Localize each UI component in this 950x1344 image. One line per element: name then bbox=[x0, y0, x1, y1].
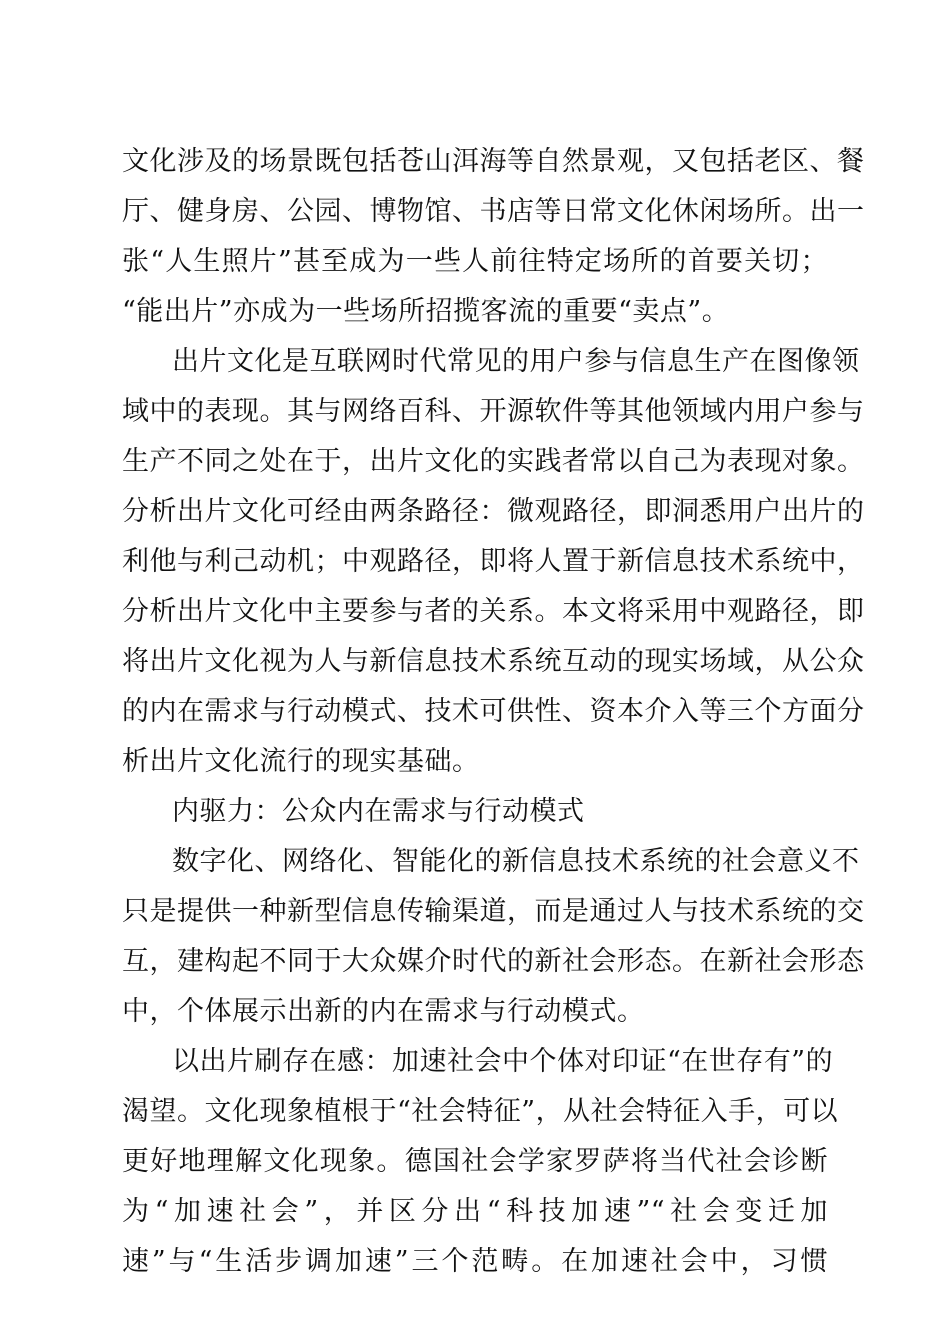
text-line: 渴望。文化现象植根于“社会特征”，从社会特征入手，可以 bbox=[122, 1096, 839, 1127]
text-line: 分析出片文化中主要参与者的关系。本文将采用中观路径，即 bbox=[122, 596, 865, 627]
text-line: 文化涉及的场景既包括苍山洱海等自然景观，又包括老区、餐 bbox=[122, 146, 865, 177]
text-line: 速”与“生活步调加速”三个范畴。在加速社会中，习惯 bbox=[122, 1246, 828, 1277]
text-line: “能出片”亦成为一些场所招揽客流的重要“卖点”。 bbox=[122, 296, 730, 327]
text-line: 中，个体展示出新的内在需求与行动模式。 bbox=[122, 996, 645, 1027]
text-line: 分析出片文化可经由两条路径：微观路径，即洞悉用户出片的 bbox=[122, 496, 865, 527]
text-line: 生产不同之处在于，出片文化的实践者常以自己为表现对象。 bbox=[122, 446, 865, 477]
text-line: 的内在需求与行动模式、技术可供性、资本介入等三个方面分 bbox=[122, 696, 865, 727]
paragraph-first-line: 数字化、网络化、智能化的新信息技术系统的社会意义不 bbox=[172, 846, 860, 877]
text-line: 将出片文化视为人与新信息技术系统互动的现实场域，从公众 bbox=[122, 646, 865, 677]
text-line: 为“加速社会”，并区分出“科技加速”“社会变迁加 bbox=[122, 1196, 828, 1227]
text-line: 析出片文化流行的现实基础。 bbox=[122, 746, 480, 777]
text-line: 厅、健身房、公园、博物馆、书店等日常文化休闲场所。出一 bbox=[122, 196, 865, 227]
section-heading: 内驱力：公众内在需求与行动模式 bbox=[172, 796, 585, 827]
paragraph-first-line: 以出片刷存在感：加速社会中个体对印证“在世存有”的 bbox=[172, 1046, 834, 1077]
text-line: 更好地理解文化现象。德国社会学家罗萨将当代社会诊断 bbox=[122, 1146, 828, 1177]
text-line: 域中的表现。其与网络百科、开源软件等其他领域内用户参与 bbox=[122, 396, 865, 427]
text-line: 利他与利己动机；中观路径，即将人置于新信息技术系统中， bbox=[122, 546, 865, 577]
text-line: 只是提供一种新型信息传输渠道，而是通过人与技术系统的交 bbox=[122, 896, 865, 927]
text-line: 张“人生照片”甚至成为一些人前往特定场所的首要关切； bbox=[122, 246, 828, 277]
paragraph-first-line: 出片文化是互联网时代常见的用户参与信息生产在图像领 bbox=[172, 346, 860, 377]
text-line: 互，建构起不同于大众媒介时代的新社会形态。在新社会形态 bbox=[122, 946, 865, 977]
